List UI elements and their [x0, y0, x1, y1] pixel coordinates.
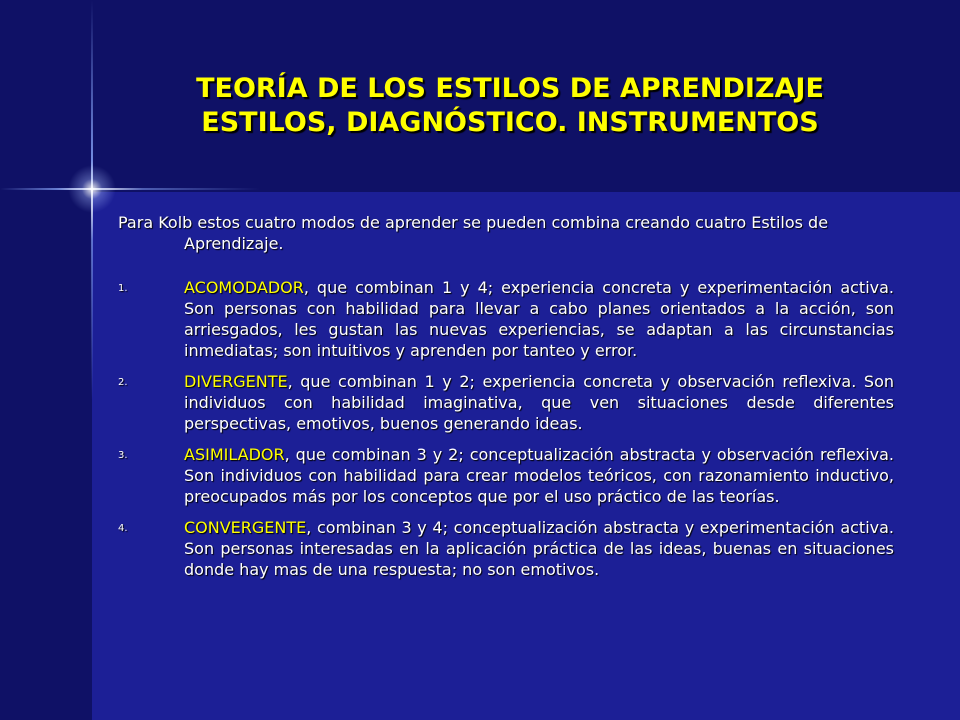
list-item [118, 371, 894, 434]
list-item [118, 277, 894, 361]
list-item-body [184, 517, 894, 580]
list-item-body [184, 444, 894, 507]
left-band [0, 192, 92, 720]
slide-title-line-2: ESTILOS, DIAGNÓSTICO. INSTRUMENTOS [201, 107, 819, 138]
list-item [118, 517, 894, 580]
list-item [118, 444, 894, 507]
list-item-body [184, 371, 894, 434]
light-flare-icon [68, 165, 116, 213]
style-description: , que combinan 3 y 2; conceptualización abstracta y observación reflexiva. Son individuos con habilidad para crear modelos teóricos, con razonamiento inductivo, preocupados más por los conceptos que por el uso práctico de las teorías. [184, 445, 894, 506]
list-item-number: 1. [118, 283, 128, 294]
intro-paragraph: Para Kolb estos cuatro modos de aprender se pueden combina creando cuatro Estilos de Aprendizaje. [118, 213, 829, 253]
slide-body [118, 212, 894, 590]
list-item-body [184, 277, 894, 361]
list-item-number: 2. [118, 377, 128, 388]
style-description: , que combinan 1 y 4; experiencia concreta y experimentación activa. Son personas con habilidad para llevar a cabo planes orientados a la acción, son arriesgados, les gustan las nuevas experiencias, se adaptan a las circunstancias inmediatas; son intuitivos y aprenden por tanteo y error. [184, 278, 894, 360]
list-item-number: 3. [118, 450, 128, 461]
light-flare-horizontal [0, 188, 260, 190]
slide-title [100, 72, 920, 140]
style-keyword: DIVERGENTE [184, 372, 288, 391]
slide-title-line-1: TEORÍA DE LOS ESTILOS DE APRENDIZAJE [196, 73, 824, 104]
style-description: , que combinan 1 y 2; experiencia concreta y observación reflexiva. Son individuos con habilidad imaginativa, que ven situaciones desde diferentes perspectivas, emotivos, buenos generando ideas. [184, 372, 894, 433]
style-keyword: ACOMODADOR [184, 278, 304, 297]
style-keyword: CONVERGENTE [184, 518, 307, 537]
list-item-number: 4. [118, 523, 128, 534]
style-description: , combinan 3 y 4; conceptualización abstracta y experimentación activa. Son personas interesadas en la aplicación práctica de las ideas, buenas en situaciones donde hay mas de una respuesta; no son emotivos. [184, 518, 894, 579]
style-keyword: ASIMILADOR [184, 445, 285, 464]
